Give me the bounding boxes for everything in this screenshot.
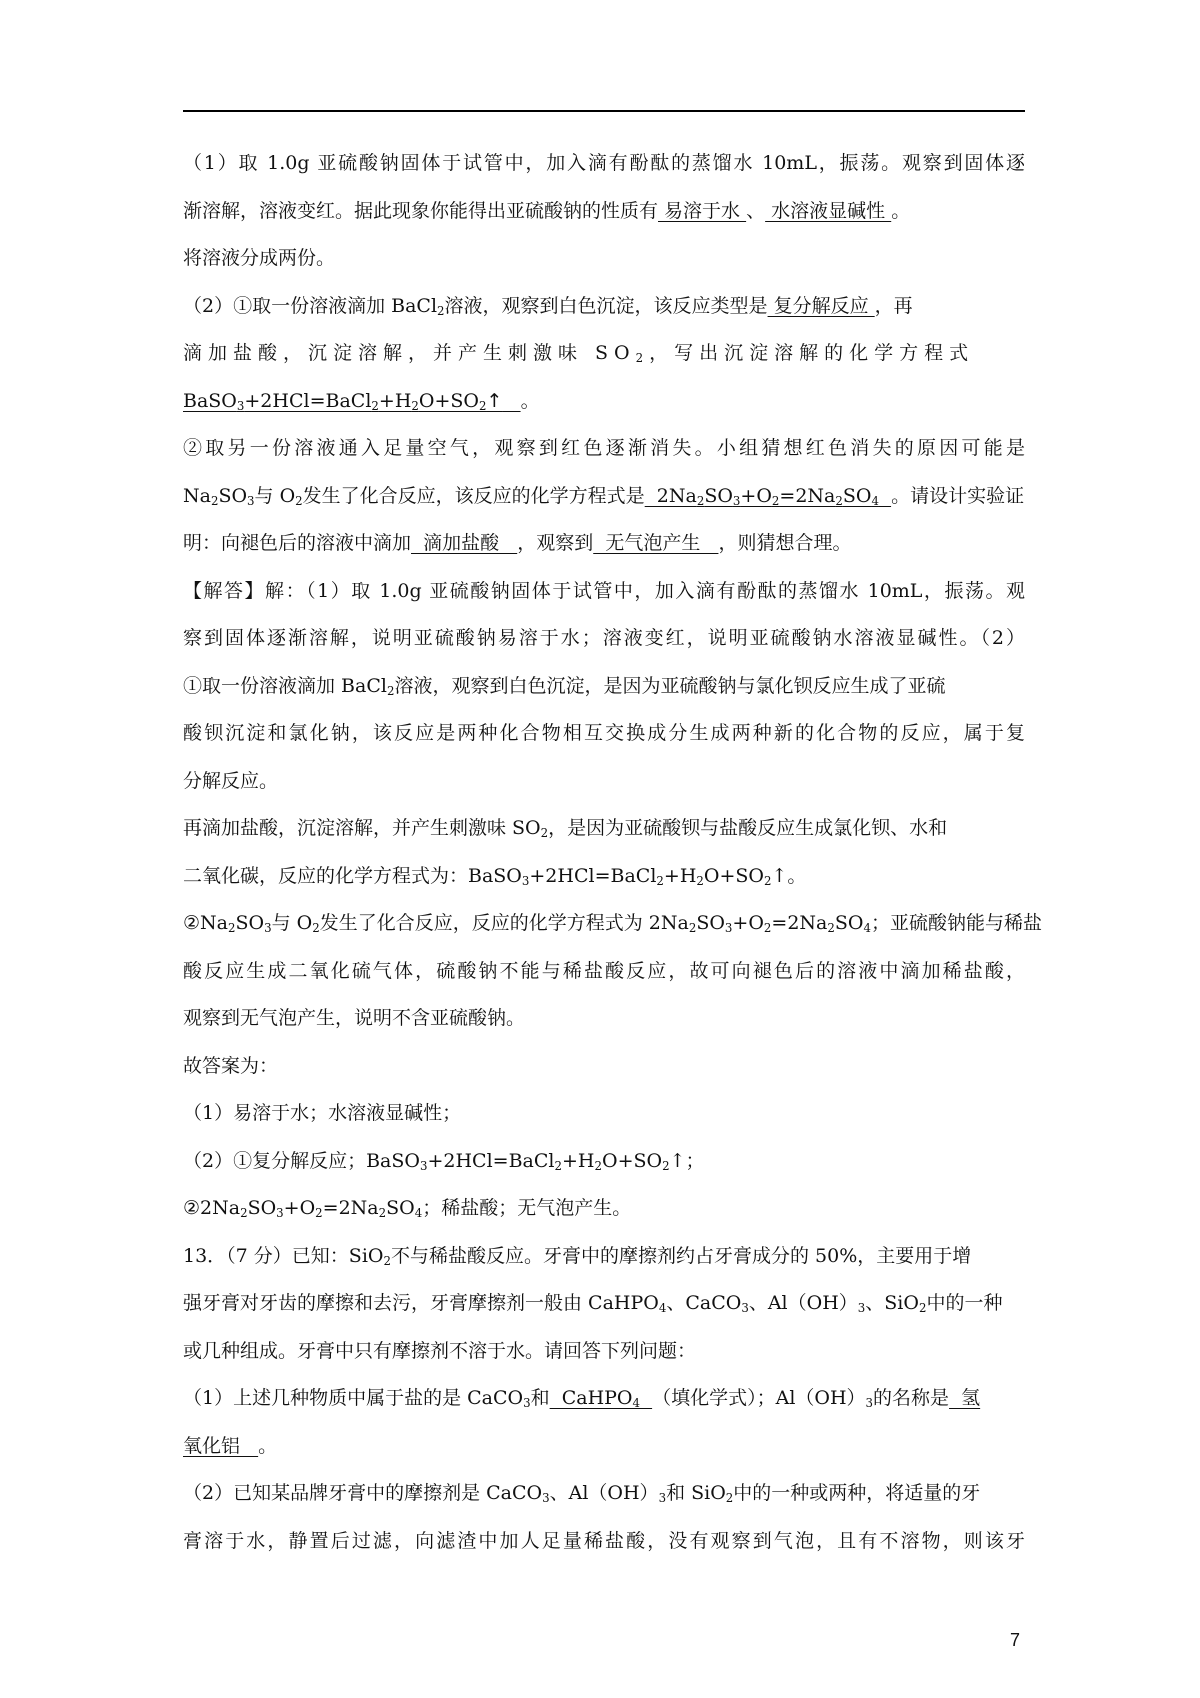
text-line: ①取一份溶液滴加 BaCl$_2$溶液，观察到白色沉淀，是因为亚硫酸钠与氯化钡反应生成了亚硫	[183, 674, 946, 698]
answer-blank: 无气泡产生	[593, 532, 719, 554]
answer-blank: $2Na_2SO_3+O_2=2Na_2SO_4$	[644, 484, 879, 508]
document-body	[183, 140, 1042, 1565]
text-line: （1）上述几种物质中属于盐的是 CaCO$_3$和 CaHPO$_4$ （填化学式）；$Al(OH)_3$的名称是 氢	[183, 1387, 981, 1410]
answer-blank: 水溶液显碱性	[765, 199, 892, 222]
text-line: $BaSO_3+2HCl=BaCl_2+H_2O+SO_2↑$ 。	[183, 389, 540, 413]
text-line: （1）易溶于水；水溶液显碱性；	[183, 1102, 462, 1124]
text-line: 观察到无气泡产生，说明不含亚硫酸钠。	[183, 1007, 526, 1029]
text-line: 强牙膏对牙齿的摩擦和去污，牙膏摩擦剂一般由 CaHPO$_4$、CaCO$_3$、$Al(OH)_3$、SiO$_2$中的一种	[183, 1292, 1003, 1315]
text-line: 故答案为：	[183, 1054, 279, 1077]
text-line: $②2Na_2SO_3+O_2=2Na_2SO_4$；稀盐酸；无气泡产生。	[183, 1197, 632, 1220]
text-line: 酸反应生成二氧化硫气体，硫酸钠不能与稀盐酸反应，故可向褪色后的溶液中滴加稀盐酸，	[183, 959, 1025, 982]
question-line: 13．（7 分）已知：SiO$_2$不与稀盐酸反应。牙膏中的摩擦剂约占牙膏成分的 50%，主要用于增	[183, 1244, 972, 1268]
text-line: （2）①复分解反应；$BaSO_3+2HCl=BaCl_2+H_2O+SO_2↑$；	[183, 1149, 705, 1173]
text-line: $②Na_2SO_3$与 $O_2$发生了化合反应，反应的化学方程式为 $2Na_2SO_3+O_2=2Na_2SO_4$；亚硫酸钠能与稀盐	[183, 912, 1042, 935]
answer-blank: 氧化铝	[183, 1434, 259, 1457]
text-line: （2）已知某品牌牙膏中的摩擦剂是 CaCO$_3$、$Al(OH)_3$和 SiO$_2$中的一种或两种，将适量的牙	[183, 1482, 981, 1505]
answer-blank: 滴加盐酸	[411, 532, 518, 554]
answer-blank: 氢	[949, 1387, 981, 1409]
text-line: 【解答】解：（1）取 1.0g 亚硫酸钠固体于试管中，加入滴有酚酞的蒸馏水 10mL，振荡。观	[183, 579, 1025, 602]
text-line: 或几种组成。牙膏中只有摩擦剂不溶于水。请回答下列问题：	[183, 1339, 697, 1362]
answer-blank: $BaSO_3+2HCl=BaCl_2+H_2O+SO_2↑$	[183, 389, 503, 413]
text-line: 分解反应。	[183, 769, 279, 792]
text-line: 将溶液分成两份。	[183, 247, 336, 269]
text-line: 滴加盐酸，沉淀溶解，并产生刺激味 $SO_2$，写出沉淀溶解的化学方程式	[183, 342, 975, 365]
text-line: 二氧化碳，反应的化学方程式为：$BaSO_3+2HCl=BaCl_2+H_2O+SO_2↑$。	[183, 864, 807, 888]
text-line: $Na_2SO_3$与 $O_2$发生了化合反应，该反应的化学方程式是 $2Na_2SO_3+O_2=2Na_2SO_4$ 。请设计实验证	[183, 484, 1025, 508]
answer-blank: 易溶于水	[658, 199, 747, 222]
answer-blank: CaHPO$_4$	[549, 1387, 640, 1410]
text-line: 渐溶解，溶液变红。据此现象你能得出亚硫酸钠的性质有 易溶于水 、 水溶液显碱性 。	[183, 199, 911, 222]
text-line: 察到固体逐渐溶解，说明亚硫酸钠易溶于水；溶液变红，说明亚硫酸钠水溶液显碱性。（2）	[183, 627, 1025, 649]
header-rule	[183, 110, 1025, 112]
text-line: （2）①取一份溶液滴加 BaCl$_2$溶液，观察到白色沉淀，该反应类型是 复分解反应 ，再	[183, 294, 913, 318]
text-line: 氧化铝 。	[183, 1434, 278, 1457]
text-line: 再滴加盐酸，沉淀溶解，并产生刺激味 $SO_2$，是因为亚硫酸钡与盐酸反应生成氯化钡、水和	[183, 817, 948, 840]
text-line: 膏溶于水，静置后过滤，向滤渣中加人足量稀盐酸，没有观察到气泡，且有不溶物，则该牙	[183, 1529, 1025, 1552]
text-line: ②取另一份溶液通入足量空气，观察到红色逐渐消失。小组猜想红色消失的原因可能是	[183, 437, 1025, 459]
text-line: 酸钡沉淀和氯化钠，该反应是两种化合物相互交换成分生成两种新的化合物的反应，属于复	[183, 722, 1025, 744]
text-line: 明：向褪色后的溶液中滴加 滴加盐酸 ，观察到 无气泡产生 ，则猜想合理。	[183, 532, 852, 554]
text-line: （1）取 1.0g 亚硫酸钠固体于试管中，加入滴有酚酞的蒸馏水 10mL，振荡。观察到固体逐	[183, 152, 1025, 174]
page-number: 7	[1010, 1630, 1021, 1650]
answer-blank: 复分解反应	[767, 294, 875, 317]
